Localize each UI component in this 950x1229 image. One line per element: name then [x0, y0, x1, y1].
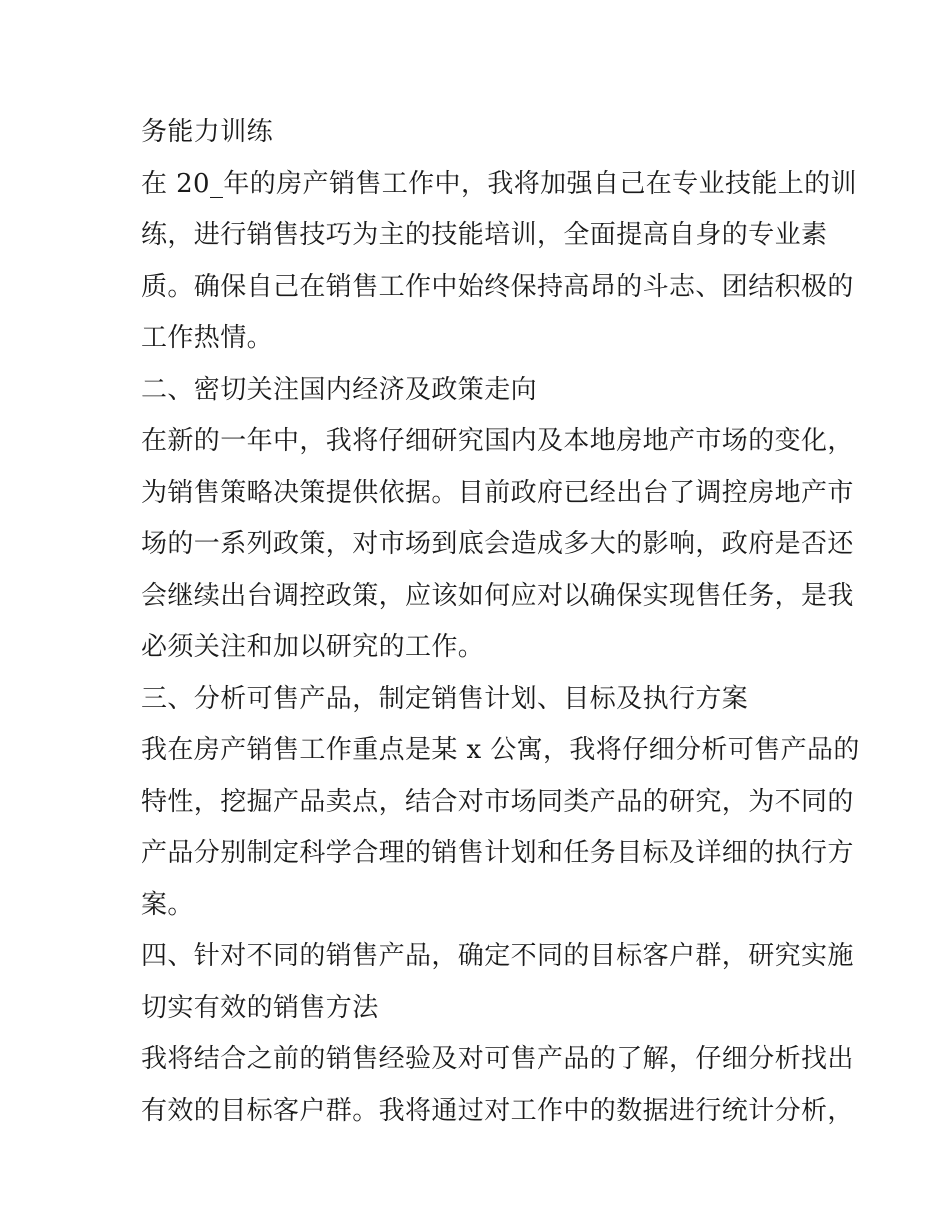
text-line: 特性，挖掘产品卖点，结合对市场同类产品的研究，为不同的: [141, 786, 854, 817]
text-line: 质。确保自己在销售工作中始终保持高昂的斗志、团结积极的: [141, 271, 854, 302]
text-line: 我将结合之前的销售经验及对可售产品的了解，仔细分析找出: [141, 1044, 854, 1074]
text-line: 场的一系列政策，对市场到底会造成多大的影响，政府是否还: [141, 529, 854, 559]
section-heading: 四、针对不同的销售产品，确定不同的目标客户群，研究实施: [141, 941, 854, 971]
text-line: 会继续出台调控政策，应该如何应对以确保实现售任务，是我: [141, 580, 854, 611]
text-line: 工作热情。: [141, 323, 274, 353]
text-line: 为销售策略决策提供依据。目前政府已经出台了调控房地产市: [141, 477, 854, 508]
text-line: 务能力训练: [141, 117, 274, 147]
text-line: 练，进行销售技巧为主的技能培训，全面提高自身的专业素: [141, 220, 828, 250]
document-body: [141, 107, 860, 1137]
text-line: 我在房产销售工作重点是某 x 公寓，我将仔细分析可售产品的: [141, 735, 860, 765]
text-line: 有效的目标客户群。我将通过对工作中的数据进行统计分析，: [141, 1095, 854, 1126]
section-heading-continued: 切实有效的销售方法: [141, 992, 379, 1023]
text-line: 必须关注和加以研究的工作。: [141, 632, 485, 662]
text-line: 产品分别制定科学合理的销售计划和任务目标及详细的执行方: [141, 838, 854, 868]
section-heading: 三、分析可售产品，制定销售计划、目标及执行方案: [141, 683, 749, 714]
section-heading: 二、密切关注国内经济及政策走向: [141, 374, 538, 405]
text-line: 案。: [141, 889, 194, 920]
text-line: 在 20_年的房产销售工作中，我将加强自己在专业技能上的训: [141, 168, 857, 199]
text-line: 在新的一年中，我将仔细研究国内及本地房地产市场的变化，: [141, 426, 854, 456]
